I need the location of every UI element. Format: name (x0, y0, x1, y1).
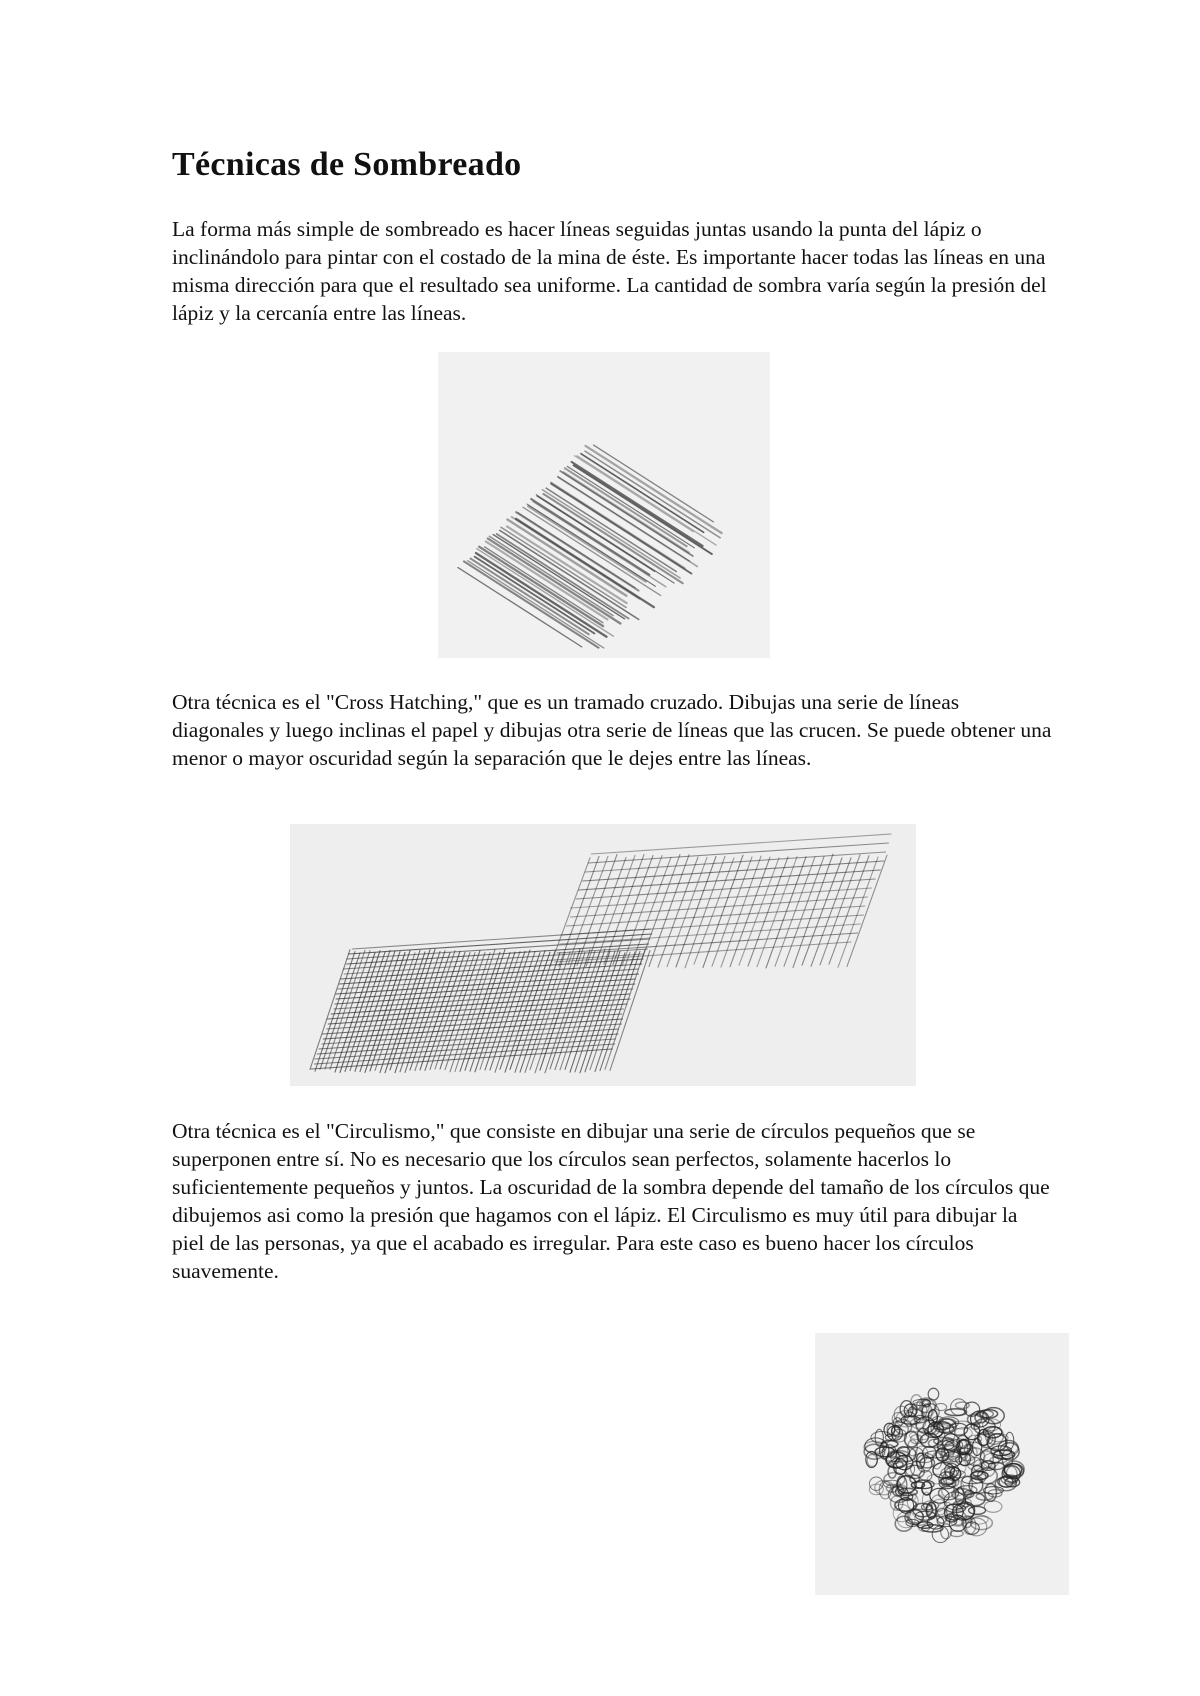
hatching-drawing (438, 352, 770, 658)
circulism-image (815, 1333, 1069, 1595)
hatching-image (438, 352, 770, 658)
cross-hatching-image (290, 824, 916, 1086)
page-title: Técnicas de Sombreado (172, 146, 522, 183)
paragraph-circulism: Otra técnica es el "Circulismo," que consiste en dibujar una serie de círculos pequeños que se superponen entre sí. No es necesario que los círculos sean perfectos, solamente hacerlos lo suficientemente pequeños y juntos. La oscuridad de la sombra depende del tamaño de los círculos que dibujemos asi como la presión que hagamos con el lápiz. El Circulismo es muy útil para dibujar la piel de las personas, ya que el acabado es irregular. Para este caso es bueno hacer los círculos suavemente. (172, 1119, 1050, 1283)
circulism-drawing (815, 1333, 1069, 1595)
paragraph-hatching: La forma más simple de sombreado es hacer líneas seguidas juntas usando la punta del lápiz o inclinándolo para pintar con el costado de la mina de éste. Es importante hacer todas las líneas en una misma dirección para que el resultado sea uniforme. La cantidad de sombra varía según la presión del lápiz y la cercanía entre las líneas. (172, 217, 1047, 325)
cross-hatching-drawing (290, 824, 916, 1086)
paragraph-cross-hatching: Otra técnica es el "Cross Hatching," que es un tramado cruzado. Dibujas una serie de líneas diagonales y luego inclinas el papel y dibujas otra serie de líneas que las crucen. Se puede obtener una menor o mayor oscuridad según la separación que le dejes entre las líneas. (172, 690, 1052, 770)
